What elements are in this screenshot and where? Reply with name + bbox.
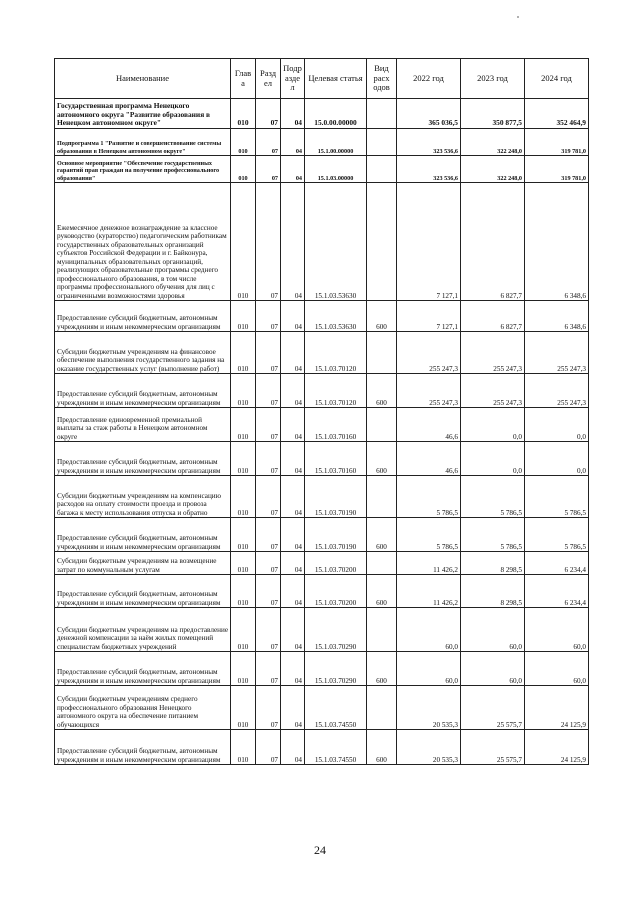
- table-row: [55, 608, 589, 652]
- row-podrazdel: 04: [281, 442, 305, 476]
- row-razdel: 07: [256, 183, 281, 301]
- row-2022: 323 536,6: [397, 156, 461, 183]
- row-2023: 60,0: [461, 652, 525, 686]
- row-name: Ежемесячное денежное вознаграждение за классное руководство (кураторство) педагогическим работникам государственных образовательных организаций субъектов Российской Федерации и г. Байконура, муниципальных образовательных организаций, реализующих образовательные программы среднего профессионального образования, в том числе программы профессионального обучения для лиц с ограниченными возможностями здоровья: [55, 183, 231, 301]
- row-razdel: 07: [256, 518, 281, 552]
- header-2024: 2024 год: [525, 59, 589, 99]
- row-glava: 010: [231, 183, 256, 301]
- row-name: Подпрограмма 1 "Развитие и совершенствование системы образования в Ненецком автономном округе": [55, 129, 231, 156]
- table-row: [55, 652, 589, 686]
- row-glava: 010: [231, 686, 256, 730]
- table-row: [55, 442, 589, 476]
- row-2024: 6 234,4: [525, 575, 589, 608]
- table-row: [55, 129, 589, 156]
- table-row: [55, 476, 589, 518]
- row-razdel: 07: [256, 129, 281, 156]
- row-target: 15.1.03.53630: [305, 301, 367, 332]
- row-vid: 600: [367, 518, 397, 552]
- row-podrazdel: 04: [281, 476, 305, 518]
- row-glava: 010: [231, 374, 256, 408]
- row-vid: [367, 156, 397, 183]
- row-podrazdel: 04: [281, 332, 305, 374]
- row-podrazdel: 04: [281, 575, 305, 608]
- row-2024: 255 247,3: [525, 332, 589, 374]
- row-vid: 600: [367, 730, 397, 765]
- row-2023: 255 247,3: [461, 332, 525, 374]
- row-2023: 6 827,7: [461, 301, 525, 332]
- table-row: [55, 99, 589, 129]
- row-2023: 8 298,5: [461, 575, 525, 608]
- header-name: Наименование: [55, 59, 231, 99]
- table-row: [55, 552, 589, 575]
- page-number: 24: [314, 843, 326, 857]
- row-podrazdel: 04: [281, 156, 305, 183]
- row-podrazdel: 04: [281, 518, 305, 552]
- header-2022: 2022 год: [397, 59, 461, 99]
- table-row: [55, 730, 589, 765]
- table-row: [55, 301, 589, 332]
- row-2024: 5 786,5: [525, 476, 589, 518]
- row-glava: 010: [231, 301, 256, 332]
- row-glava: 010: [231, 99, 256, 129]
- row-name: Субсидии бюджетным учреждениям на финансовое обеспечение выполнения государственного задания на оказание государственных услуг (выполнение работ): [55, 332, 231, 374]
- row-razdel: 07: [256, 442, 281, 476]
- row-name: Предоставление субсидий бюджетным, автономным учреждениям и иным некоммерческим организациям: [55, 518, 231, 552]
- row-2022: 11 426,2: [397, 575, 461, 608]
- row-2024: 0,0: [525, 442, 589, 476]
- row-glava: 010: [231, 552, 256, 575]
- row-2023: 5 786,5: [461, 518, 525, 552]
- row-2022: 46,6: [397, 442, 461, 476]
- row-2023: 5 786,5: [461, 476, 525, 518]
- row-podrazdel: 04: [281, 552, 305, 575]
- table-row: [55, 575, 589, 608]
- row-name: Субсидии бюджетным учреждениям на возмещение затрат по коммунальным услугам: [55, 552, 231, 575]
- row-target: 15.1.03.70290: [305, 652, 367, 686]
- row-glava: 010: [231, 608, 256, 652]
- row-2023: 0,0: [461, 442, 525, 476]
- header-target: Целевая статья: [305, 59, 367, 99]
- row-2023: 60,0: [461, 608, 525, 652]
- row-2022: 20 535,3: [397, 686, 461, 730]
- row-razdel: 07: [256, 408, 281, 442]
- row-glava: 010: [231, 129, 256, 156]
- row-vid: [367, 476, 397, 518]
- row-2022: 46,6: [397, 408, 461, 442]
- row-vid: [367, 183, 397, 301]
- row-target: 15.1.00.00000: [305, 129, 367, 156]
- row-2024: 5 786,5: [525, 518, 589, 552]
- row-2022: 255 247,3: [397, 374, 461, 408]
- row-name: Субсидии бюджетным учреждениям на компенсацию расходов на оплату стоимости проезда и провоза багажа к месту использования отпуска и обратно: [55, 476, 231, 518]
- table-row: [55, 408, 589, 442]
- row-2022: 5 786,5: [397, 476, 461, 518]
- row-podrazdel: 04: [281, 408, 305, 442]
- row-razdel: 07: [256, 156, 281, 183]
- row-2024: 319 781,0: [525, 129, 589, 156]
- row-podrazdel: 04: [281, 730, 305, 765]
- row-2024: 6 348,6: [525, 183, 589, 301]
- row-2023: 8 298,5: [461, 552, 525, 575]
- row-name: Предоставление единовременной премиальной выплаты за стаж работы в Ненецком автономном округе: [55, 408, 231, 442]
- row-target: 15.1.03.70120: [305, 374, 367, 408]
- row-target: 15.1.03.70120: [305, 332, 367, 374]
- row-razdel: 07: [256, 552, 281, 575]
- row-razdel: 07: [256, 332, 281, 374]
- row-2023: 25 575,7: [461, 730, 525, 765]
- row-2023: 350 877,5: [461, 99, 525, 129]
- row-target: 15.1.03.70200: [305, 552, 367, 575]
- row-razdel: 07: [256, 608, 281, 652]
- table-row: [55, 156, 589, 183]
- row-vid: 600: [367, 301, 397, 332]
- row-target: 15.1.03.70160: [305, 442, 367, 476]
- row-2023: 322 248,0: [461, 129, 525, 156]
- row-razdel: 07: [256, 301, 281, 332]
- header-2023: 2023 год: [461, 59, 525, 99]
- row-name: Предоставление субсидий бюджетным, автономным учреждениям и иным некоммерческим организациям: [55, 442, 231, 476]
- row-2022: 20 535,3: [397, 730, 461, 765]
- row-vid: 600: [367, 575, 397, 608]
- row-podrazdel: 04: [281, 301, 305, 332]
- table-row: [55, 686, 589, 730]
- row-razdel: 07: [256, 686, 281, 730]
- row-name: Предоставление субсидий бюджетным, автономным учреждениям и иным некоммерческим организациям: [55, 730, 231, 765]
- table-row: [55, 518, 589, 552]
- row-2022: 11 426,2: [397, 552, 461, 575]
- row-2024: 0,0: [525, 408, 589, 442]
- row-2024: 24 125,9: [525, 686, 589, 730]
- row-podrazdel: 04: [281, 686, 305, 730]
- row-2022: 7 127,1: [397, 301, 461, 332]
- header-razdel: Разд ел: [256, 59, 281, 99]
- row-2024: 6 234,4: [525, 552, 589, 575]
- row-name: Предоставление субсидий бюджетным, автономным учреждениям и иным некоммерческим организациям: [55, 575, 231, 608]
- row-glava: 010: [231, 652, 256, 686]
- header-podrazdel: Подр азде л: [281, 59, 305, 99]
- row-vid: [367, 129, 397, 156]
- row-target: 15.1.03.70160: [305, 408, 367, 442]
- row-2024: 352 464,9: [525, 99, 589, 129]
- header-vid: Вид расх одов: [367, 59, 397, 99]
- row-name: Субсидии бюджетным учреждениям среднего профессионального образования Ненецкого автономного округа на обеспечение питанием обучающихся: [55, 686, 231, 730]
- row-2022: 60,0: [397, 652, 461, 686]
- row-glava: 010: [231, 730, 256, 765]
- row-glava: 010: [231, 408, 256, 442]
- budget-table: [54, 58, 589, 765]
- row-2022: 255 247,3: [397, 332, 461, 374]
- row-target: 15.0.00.00000: [305, 99, 367, 129]
- row-vid: [367, 608, 397, 652]
- row-2022: 5 786,5: [397, 518, 461, 552]
- row-razdel: 07: [256, 730, 281, 765]
- row-podrazdel: 04: [281, 183, 305, 301]
- row-target: 15.1.03.74550: [305, 686, 367, 730]
- scan-speck: [517, 16, 519, 18]
- table-row: [55, 183, 589, 301]
- row-podrazdel: 04: [281, 608, 305, 652]
- row-target: 15.1.03.70200: [305, 575, 367, 608]
- row-2024: 255 247,3: [525, 374, 589, 408]
- table-header-row: [55, 59, 589, 99]
- table-row: [55, 374, 589, 408]
- row-2022: 60,0: [397, 608, 461, 652]
- row-target: 15.1.03.00000: [305, 156, 367, 183]
- row-razdel: 07: [256, 575, 281, 608]
- row-2023: 255 247,3: [461, 374, 525, 408]
- row-target: 15.1.03.70290: [305, 608, 367, 652]
- row-2024: 319 781,0: [525, 156, 589, 183]
- table-row: [55, 332, 589, 374]
- row-vid: [367, 686, 397, 730]
- row-glava: 010: [231, 575, 256, 608]
- row-name: Государственная программа Ненецкого автономного округа "Развитие образования в Ненецком автономном округе": [55, 99, 231, 129]
- header-glava: Глав а: [231, 59, 256, 99]
- row-2024: 24 125,9: [525, 730, 589, 765]
- row-razdel: 07: [256, 99, 281, 129]
- row-2022: 323 536,6: [397, 129, 461, 156]
- row-vid: [367, 552, 397, 575]
- row-name: Предоставление субсидий бюджетным, автономным учреждениям и иным некоммерческим организациям: [55, 652, 231, 686]
- row-vid: [367, 408, 397, 442]
- row-2023: 0,0: [461, 408, 525, 442]
- row-2023: 25 575,7: [461, 686, 525, 730]
- row-target: 15.1.03.70190: [305, 518, 367, 552]
- row-podrazdel: 04: [281, 129, 305, 156]
- row-name: Основное мероприятие "Обеспечение государственных гарантий прав граждан на получение профессионального образования": [55, 156, 231, 183]
- row-name: Субсидии бюджетным учреждениям на предоставление денежной компенсации за наём жилых помещений специалистам бюджетных учреждений: [55, 608, 231, 652]
- row-glava: 010: [231, 518, 256, 552]
- row-2024: 60,0: [525, 652, 589, 686]
- row-2023: 6 827,7: [461, 183, 525, 301]
- row-podrazdel: 04: [281, 652, 305, 686]
- row-podrazdel: 04: [281, 374, 305, 408]
- row-razdel: 07: [256, 374, 281, 408]
- row-target: 15.1.03.70190: [305, 476, 367, 518]
- row-razdel: 07: [256, 652, 281, 686]
- row-target: 15.1.03.53630: [305, 183, 367, 301]
- row-2023: 322 248,0: [461, 156, 525, 183]
- row-podrazdel: 04: [281, 99, 305, 129]
- row-vid: 600: [367, 374, 397, 408]
- row-vid: [367, 332, 397, 374]
- row-glava: 010: [231, 332, 256, 374]
- row-vid: 600: [367, 442, 397, 476]
- row-2022: 7 127,1: [397, 183, 461, 301]
- row-glava: 010: [231, 156, 256, 183]
- row-vid: 600: [367, 652, 397, 686]
- row-glava: 010: [231, 476, 256, 518]
- row-name: Предоставление субсидий бюджетным, автономным учреждениям и иным некоммерческим организациям: [55, 374, 231, 408]
- row-2024: 60,0: [525, 608, 589, 652]
- row-2024: 6 348,6: [525, 301, 589, 332]
- row-name: Предоставление субсидий бюджетным, автономным учреждениям и иным некоммерческим организациям: [55, 301, 231, 332]
- row-2022: 365 036,5: [397, 99, 461, 129]
- row-vid: [367, 99, 397, 129]
- row-glava: 010: [231, 442, 256, 476]
- row-razdel: 07: [256, 476, 281, 518]
- row-target: 15.1.03.74550: [305, 730, 367, 765]
